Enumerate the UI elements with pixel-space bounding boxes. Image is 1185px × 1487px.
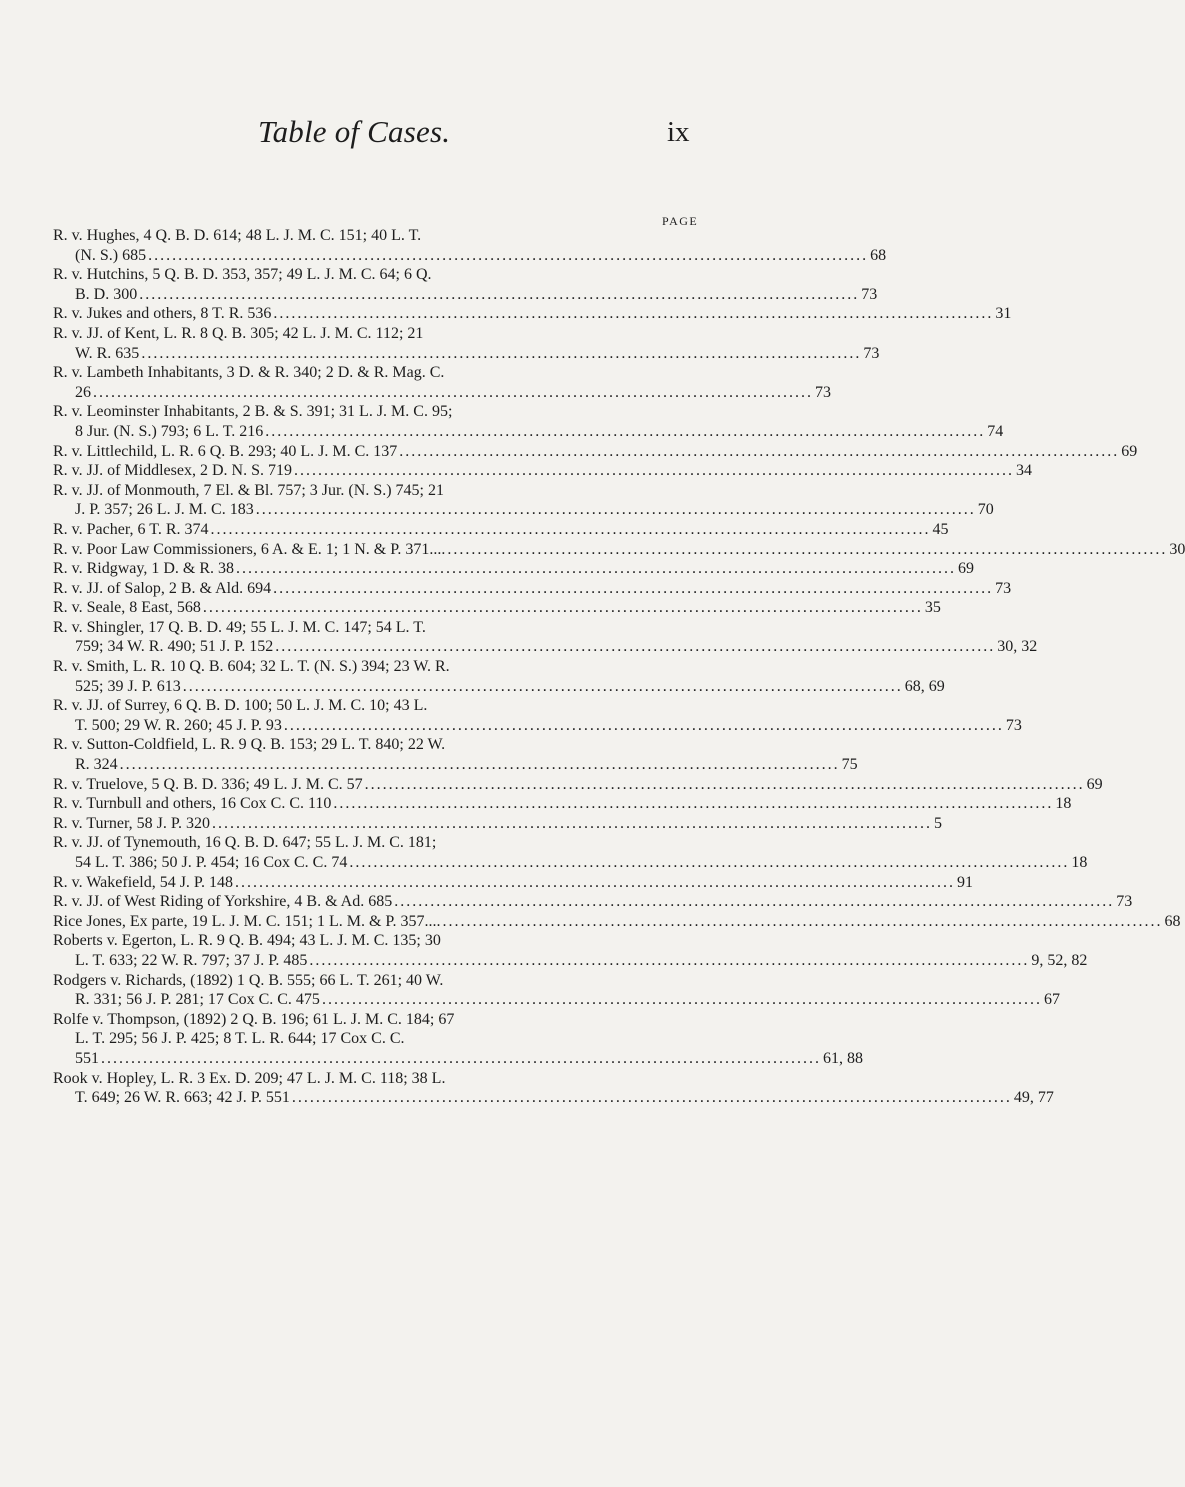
case-citation-line bbox=[53, 422, 1004, 442]
case-citation-text: R. v. Jukes and others, 8 T. R. 536 bbox=[53, 305, 272, 323]
case-page-reference: 69 bbox=[1086, 775, 1103, 793]
case-citation-text: R. v. JJ. of West Riding of Yorkshire, 4 B. & Ad. 685 bbox=[53, 893, 393, 911]
case-citation-text: R. v. Pacher, 6 T. R. 374 bbox=[53, 520, 209, 538]
case-entry bbox=[53, 520, 949, 540]
case-page-reference: 73 bbox=[815, 383, 831, 401]
case-citation-text: B. D. 300 bbox=[75, 285, 138, 303]
case-entry bbox=[53, 461, 1032, 481]
case-citation-text: 8 Jur. (N. S.) 793; 6 L. T. 216 bbox=[75, 422, 264, 440]
case-page-reference: 91 bbox=[957, 873, 974, 891]
dot-leader: ........................................................................................................................ bbox=[182, 677, 903, 695]
case-page-reference: 5 bbox=[934, 814, 943, 832]
case-citation-line bbox=[53, 540, 1185, 560]
case-citation-line: R. v. Leominster Inhabitants, 2 B. & S. 391; 31 L. J. M. C. 95; bbox=[53, 403, 453, 421]
case-page-reference: 9, 52, 82 bbox=[1031, 951, 1088, 969]
case-citation-line: R. v. Shingler, 17 Q. B. D. 49; 55 L. J. M. C. 147; 54 L. T. bbox=[53, 618, 426, 636]
case-entry bbox=[53, 657, 945, 696]
case-citation-line bbox=[53, 637, 1038, 657]
case-citation-line: R. v. JJ. of Tynemouth, 16 Q. B. D. 647; 55 L. J. M. C. 181; bbox=[53, 834, 437, 852]
case-entry bbox=[53, 618, 1038, 657]
case-entry bbox=[53, 1069, 1054, 1108]
table-of-cases-list bbox=[53, 226, 1185, 1108]
case-entry bbox=[53, 559, 975, 579]
dot-leader: ........................................................................................................................ bbox=[101, 1049, 821, 1067]
dot-leader: ........................................................................................................................ bbox=[210, 520, 931, 538]
case-page-reference: 49, 77 bbox=[1013, 1089, 1054, 1107]
dot-leader: ........................................................................................................................ bbox=[283, 716, 1004, 734]
case-citation-line bbox=[53, 853, 1088, 873]
case-citation-line bbox=[53, 246, 887, 266]
case-citation-text: R. v. Ridgway, 1 D. & R. 38 bbox=[53, 560, 235, 578]
case-entry bbox=[53, 442, 1138, 462]
dot-leader: ........................................................................................................................ bbox=[442, 912, 1163, 930]
case-page-reference: 73 bbox=[863, 344, 880, 362]
case-page-reference: 70 bbox=[977, 501, 994, 519]
case-page-reference: 34 bbox=[1015, 462, 1032, 480]
case-citation-line: R. v. Sutton-Coldfield, L. R. 9 Q. B. 153; 29 L. T. 840; 22 W. bbox=[53, 736, 446, 754]
case-entry bbox=[53, 912, 1181, 932]
case-citation-line bbox=[53, 579, 1012, 599]
case-entry bbox=[53, 892, 1133, 912]
case-page-reference: 67 bbox=[1043, 991, 1060, 1009]
case-entry bbox=[53, 1010, 863, 1069]
case-entry bbox=[53, 481, 994, 520]
dot-leader: ........................................................................................................................ bbox=[309, 951, 1030, 969]
case-page-reference: 73 bbox=[861, 285, 878, 303]
case-citation-text: R. 324 bbox=[75, 756, 118, 774]
dot-leader: ........................................................................................................................ bbox=[235, 873, 956, 891]
dot-leader: ........................................................................................................................ bbox=[275, 638, 996, 656]
page-number: ix bbox=[667, 116, 690, 148]
case-citation-line bbox=[53, 520, 949, 540]
case-page-reference: 18 bbox=[1071, 854, 1088, 871]
case-citation-text: R. v. JJ. of Middlesex, 2 D. N. S. 719 bbox=[53, 462, 292, 480]
case-citation-line: R. v. JJ. of Surrey, 6 Q. B. D. 100; 50 L. J. M. C. 10; 43 L. bbox=[53, 697, 428, 715]
case-entry bbox=[53, 324, 880, 363]
case-citation-text: R. v. Turnbull and others, 16 Cox C. C. 110 bbox=[53, 795, 332, 813]
case-citation-line bbox=[53, 383, 831, 403]
case-page-reference: 30, 32 bbox=[997, 638, 1038, 656]
case-citation-line: R. v. Hutchins, 5 Q. B. D. 353, 357; 49 L. J. M. C. 64; 6 Q. bbox=[53, 266, 432, 284]
dot-leader: ........................................................................................................................ bbox=[273, 305, 994, 323]
case-citation-text: 26 bbox=[75, 383, 91, 401]
case-page-reference: 61, 88 bbox=[823, 1049, 863, 1067]
case-entry bbox=[53, 971, 1060, 1010]
case-citation-text: 54 L. T. 386; 50 J. P. 454; 16 Cox C. C. 74 bbox=[75, 854, 348, 871]
dot-leader: ........................................................................................................................ bbox=[236, 560, 957, 578]
case-citation-line bbox=[53, 755, 858, 775]
case-citation-text: W. R. 635 bbox=[75, 344, 140, 362]
case-citation-text: J. P. 357; 26 L. J. M. C. 183 bbox=[75, 501, 254, 519]
case-entry bbox=[53, 794, 1072, 814]
dot-leader: ........................................................................................................................ bbox=[202, 599, 923, 617]
case-page-reference: 75 bbox=[841, 756, 858, 774]
case-page-reference: 18 bbox=[1055, 795, 1072, 813]
dot-leader: ........................................................................................................................ bbox=[291, 1089, 1012, 1107]
case-citation-line bbox=[53, 716, 1022, 736]
case-citation-line bbox=[53, 500, 994, 520]
case-entry bbox=[53, 696, 1022, 735]
case-entry bbox=[53, 873, 974, 893]
case-citation-line bbox=[53, 1088, 1054, 1108]
case-citation-line bbox=[53, 442, 1138, 462]
dot-leader: ........................................................................................................................ bbox=[293, 462, 1014, 480]
case-entry bbox=[53, 304, 1012, 324]
page-title: Table of Cases. bbox=[258, 114, 451, 149]
case-citation-text: R. v. Poor Law Commissioners, 6 A. & E. 1; 1 N. & P. 371.... bbox=[53, 540, 446, 558]
case-citation-text: R. 331; 56 J. P. 281; 17 Cox C. C. 475 bbox=[75, 991, 320, 1009]
case-page-reference: 73 bbox=[995, 579, 1012, 597]
dot-leader: ........................................................................................................................ bbox=[93, 383, 813, 401]
case-citation-line: R. v. Hughes, 4 Q. B. D. 614; 48 L. J. M. C. 151; 40 L. T. bbox=[53, 227, 422, 244]
case-citation-line bbox=[53, 892, 1133, 912]
dot-leader: ........................................................................................................................ bbox=[447, 540, 1168, 558]
case-citation-line bbox=[53, 461, 1032, 481]
case-citation-line: R. v. JJ. of Monmouth, 7 El. & Bl. 757; 3 Jur. (N. S.) 745; 21 bbox=[53, 481, 444, 499]
case-citation-line: Rook v. Hopley, L. R. 3 Ex. D. 209; 47 L. J. M. C. 118; 38 L. bbox=[53, 1069, 446, 1087]
case-page-reference: 45 bbox=[932, 520, 949, 538]
case-citation-text: 525; 39 J. P. 613 bbox=[75, 677, 181, 695]
case-citation-line: R. v. JJ. of Kent, L. R. 8 Q. B. 305; 42 L. J. M. C. 112; 21 bbox=[53, 324, 424, 342]
case-entry bbox=[53, 579, 1012, 599]
case-citation-line bbox=[53, 677, 945, 697]
case-citation-line bbox=[53, 873, 974, 893]
case-page-reference: 73 bbox=[1116, 893, 1133, 911]
page-column-label: PAGE bbox=[662, 214, 699, 228]
case-citation-line bbox=[53, 304, 1012, 324]
page-header bbox=[0, 114, 800, 164]
case-citation-text: T. 500; 29 W. R. 260; 45 J. P. 93 bbox=[75, 716, 282, 734]
case-citation-line bbox=[53, 285, 878, 305]
case-page-reference: 68 bbox=[1164, 912, 1181, 930]
case-entry bbox=[53, 775, 1103, 795]
case-citation-text: R. v. JJ. of Salop, 2 B. & Ald. 694 bbox=[53, 579, 272, 597]
case-page-reference: 68 bbox=[870, 246, 887, 264]
case-citation-text: R. v. Truelove, 5 Q. B. D. 336; 49 L. J. M. C. 57 bbox=[53, 775, 363, 793]
case-page-reference: 68, 69 bbox=[904, 677, 945, 695]
case-page-reference: 73 bbox=[1005, 716, 1022, 734]
case-citation-text: Rice Jones, Ex parte, 19 L. J. M. C. 151; 1 L. M. & P. 357.... bbox=[53, 912, 441, 930]
case-entry bbox=[53, 931, 1088, 970]
case-citation-line: Roberts v. Egerton, L. R. 9 Q. B. 494; 43 L. J. M. C. 135; 30 bbox=[53, 932, 441, 950]
dot-leader: ........................................................................................................................ bbox=[349, 854, 1070, 871]
case-entry bbox=[53, 833, 1088, 872]
case-citation-line: L. T. 295; 56 J. P. 425; 8 T. L. R. 644; 17 Cox C. C. bbox=[75, 1030, 405, 1048]
case-citation-text: R. v. Seale, 8 East, 568 bbox=[53, 599, 201, 617]
dot-leader: ........................................................................................................................ bbox=[399, 442, 1120, 460]
case-citation-text: 551 bbox=[75, 1049, 99, 1067]
case-citation-text: L. T. 633; 22 W. R. 797; 37 J. P. 485 bbox=[75, 951, 308, 969]
case-entry bbox=[53, 226, 887, 265]
case-citation-line bbox=[53, 912, 1181, 932]
case-citation-line bbox=[53, 344, 880, 364]
dot-leader: ........................................................................................................................ bbox=[148, 246, 869, 264]
case-citation-text: R. v. Littlechild, L. R. 6 Q. B. 293; 40 L. J. M. C. 137 bbox=[53, 442, 398, 460]
dot-leader: ........................................................................................................................ bbox=[394, 893, 1115, 911]
case-page-reference: 69 bbox=[958, 560, 975, 578]
dot-leader: ........................................................................................................................ bbox=[273, 579, 994, 597]
case-citation-line bbox=[53, 775, 1103, 795]
case-citation-line bbox=[53, 559, 975, 579]
dot-leader: ........................................................................................................................ bbox=[364, 775, 1085, 793]
dot-leader: ........................................................................................................................ bbox=[139, 285, 860, 303]
case-page-reference: 31 bbox=[995, 305, 1012, 323]
case-citation-line bbox=[53, 814, 943, 834]
case-citation-text: R. v. Turner, 58 J. P. 320 bbox=[53, 814, 211, 832]
case-citation-line bbox=[53, 990, 1060, 1010]
case-entry bbox=[53, 814, 943, 834]
case-citation-text: (N. S.) 685 bbox=[75, 246, 147, 264]
case-page-reference: 74 bbox=[987, 422, 1004, 440]
case-page-reference: 35 bbox=[924, 599, 941, 617]
case-page-reference: 69 bbox=[1121, 442, 1138, 460]
dot-leader: ........................................................................................................................ bbox=[255, 501, 976, 519]
case-citation-line: Rolfe v. Thompson, (1892) 2 Q. B. 196; 61 L. J. M. C. 184; 67 bbox=[53, 1010, 455, 1028]
case-citation-line bbox=[53, 1049, 863, 1069]
dot-leader: ........................................................................................................................ bbox=[119, 756, 840, 774]
dot-leader: ........................................................................................................................ bbox=[321, 991, 1042, 1009]
case-entry bbox=[53, 402, 1004, 441]
case-entry bbox=[53, 598, 941, 618]
case-entry bbox=[53, 540, 1185, 560]
case-citation-line: Rodgers v. Richards, (1892) 1 Q. B. 555; 66 L. T. 261; 40 W. bbox=[53, 971, 444, 989]
dot-leader: ........................................................................................................................ bbox=[265, 422, 986, 440]
case-citation-text: R. v. Wakefield, 54 J. P. 148 bbox=[53, 873, 234, 891]
case-entry bbox=[53, 265, 878, 304]
case-citation-line: R. v. Lambeth Inhabitants, 3 D. & R. 340; 2 D. & R. Mag. C. bbox=[53, 364, 445, 382]
case-entry bbox=[53, 363, 831, 402]
case-citation-line bbox=[53, 794, 1072, 814]
dot-leader: ........................................................................................................................ bbox=[333, 795, 1054, 813]
case-citation-line: R. v. Smith, L. R. 10 Q. B. 604; 32 L. T. (N. S.) 394; 23 W. R. bbox=[53, 658, 450, 676]
dot-leader: ........................................................................................................................ bbox=[212, 814, 933, 832]
case-entry bbox=[53, 735, 858, 774]
case-citation-text: T. 649; 26 W. R. 663; 42 J. P. 551 bbox=[75, 1089, 290, 1107]
case-citation-text: 759; 34 W. R. 490; 51 J. P. 152 bbox=[75, 638, 274, 656]
case-citation-line bbox=[53, 951, 1088, 971]
case-citation-line bbox=[53, 598, 941, 618]
dot-leader: ........................................................................................................................ bbox=[141, 344, 862, 362]
case-page-reference: 30 bbox=[1169, 540, 1185, 558]
